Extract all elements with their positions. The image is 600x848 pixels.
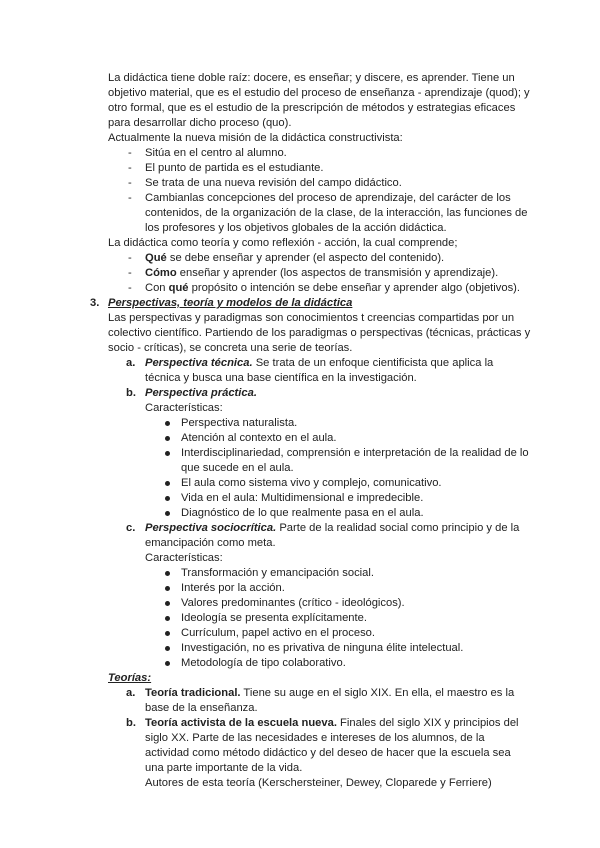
dash-marker: - [128, 282, 132, 294]
item-marker: a. [126, 687, 136, 699]
perspectiva-sociocritica-cont: emancipación como meta. [145, 537, 276, 549]
section-intro-line: Las perspectivas y paradigmas son conocimientos t creencias compartidas por un [108, 312, 515, 324]
teoria-activista-cont: actividad como método didáctico y del deseo de hacer que la escuela sea [145, 747, 511, 759]
dash-item-cont: los profesores y los objetivos globales de la acción didáctica. [145, 222, 447, 234]
intro-line-2: objetivo material, que es el estudio del proceso de enseñanza - aprendizaje (quod); y [108, 87, 530, 99]
bullet-dot [165, 436, 170, 441]
intro-line-3: otro formal, que es el estudio de la prescripción de métodos y estrategias eficaces [108, 102, 516, 114]
dash-item-que: Qué se debe enseñar y aprender (el aspecto del contenido). [145, 252, 445, 264]
bullet-dot [165, 511, 170, 516]
dash-item: Se trata de una nueva revisión del campo didáctico. [145, 177, 402, 189]
section-number: 3. [90, 297, 100, 309]
bullet-dot [165, 661, 170, 666]
bullet-item: Interés por la acción. [181, 582, 285, 594]
dash-item: El punto de partida es el estudiante. [145, 162, 324, 174]
teorias-heading: Teorías: [108, 672, 152, 684]
bullet-item: Ideología se presenta explícitamente. [181, 612, 367, 624]
bullet-item: Perspectiva naturalista. [181, 417, 298, 429]
section-intro-line: socio - críticas), se concreta una serie de teorías. [108, 342, 353, 354]
dash-marker: - [128, 192, 132, 204]
bullet-dot [165, 616, 170, 621]
bullet-item: Diagnóstico de lo que realmente pasa en el aula. [181, 507, 424, 519]
dash-marker: - [128, 252, 132, 264]
bullet-dot [165, 421, 170, 426]
teoria-activista-autores: Autores de esta teoría (Kerschersteiner, Dewey, Cloparede y Ferriere) [145, 777, 492, 789]
bullet-item: Investigación, no es privativa de ninguna élite intelectual. [181, 642, 464, 654]
bullet-item: Currículum, papel activo en el proceso. [181, 627, 376, 639]
bullet-item-cont: que sucede en el aula. [181, 462, 294, 474]
section-intro-line: colectivo científico. Partiendo de los paradigmas o perspectivas (técnicas, prácticas y [108, 327, 531, 339]
bullet-dot [165, 646, 170, 651]
intro-line-1: La didáctica tiene doble raíz: docere, es enseñar; y discere, es aprender. Tiene un [108, 72, 515, 84]
section-title: Perspectivas, teoría y modelos de la didáctica [108, 297, 353, 309]
perspectiva-tecnica-cont: técnica y busca una base científica en la investigación. [145, 372, 417, 384]
bullet-item: Metodología de tipo colaborativo. [181, 657, 346, 669]
dash-marker: - [128, 177, 132, 189]
bullet-dot [165, 571, 170, 576]
bullet-dot [165, 631, 170, 636]
item-marker: b. [126, 387, 136, 399]
bullet-dot [165, 601, 170, 606]
bullet-item: Valores predominantes (crítico - ideológicos). [181, 597, 405, 609]
perspectiva-sociocritica: Perspectiva sociocrítica. Parte de la realidad social como principio y de la [145, 522, 520, 534]
teoria-tradicional: Teoría tradicional. Tiene su auge en el siglo XIX. En ella, el maestro es la [145, 687, 515, 699]
caracteristicas-label: Características: [145, 552, 223, 564]
dash-marker: - [128, 147, 132, 159]
intro-line-4: para desarrollar dicho proceso (quo). [108, 117, 292, 129]
dash-item-cont: contenidos, de la organización de la clase, de la interacción, las funciones de [145, 207, 528, 219]
perspectiva-practica: Perspectiva práctica. [145, 387, 257, 399]
bullet-item: Atención al contexto en el aula. [181, 432, 337, 444]
teoria-activista-cont: siglo XX. Parte de las necesidades e intereses de los alumnos, de la [145, 732, 485, 744]
bullet-item: Transformación y emancipación social. [181, 567, 374, 579]
perspectiva-tecnica: Perspectiva técnica. Se trata de un enfoque cientificista que aplica la [145, 357, 494, 369]
bullet-item: Vida en el aula: Multidimensional e impredecible. [181, 492, 424, 504]
teoria-tradicional-cont: base de la enseñanza. [145, 702, 258, 714]
intro-comprende: La didáctica como teoría y como reflexión - acción, la cual comprende; [108, 237, 458, 249]
bullet-dot [165, 586, 170, 591]
teoria-activista-cont: una parte importante de la vida. [145, 762, 303, 774]
dash-item-con-que: Con qué propósito o intención se debe enseñar y aprender algo (objetivos). [145, 282, 521, 294]
teoria-activista: Teoría activista de la escuela nueva. Finales del siglo XIX y principios del [145, 717, 519, 729]
dash-marker: - [128, 267, 132, 279]
bullet-dot [165, 496, 170, 501]
bullet-dot [165, 481, 170, 486]
item-marker: b. [126, 717, 136, 729]
caracteristicas-label: Características: [145, 402, 223, 414]
dash-item: Cambianlas concepciones del proceso de aprendizaje, del carácter de los [145, 192, 511, 204]
item-marker: c. [126, 522, 136, 534]
bullet-dot [165, 451, 170, 456]
dash-item-como: Cómo enseñar y aprender (los aspectos de transmisión y aprendizaje). [145, 267, 499, 279]
intro-mission: Actualmente la nueva misión de la didáctica constructivista: [108, 132, 403, 144]
bullet-item: Interdisciplinariedad, comprensión e interpretación de la realidad de lo [181, 447, 529, 459]
dash-item: Sitúa en el centro al alumno. [145, 147, 287, 159]
item-marker: a. [126, 357, 136, 369]
dash-marker: - [128, 162, 132, 174]
bullet-item: El aula como sistema vivo y complejo, comunicativo. [181, 477, 442, 489]
